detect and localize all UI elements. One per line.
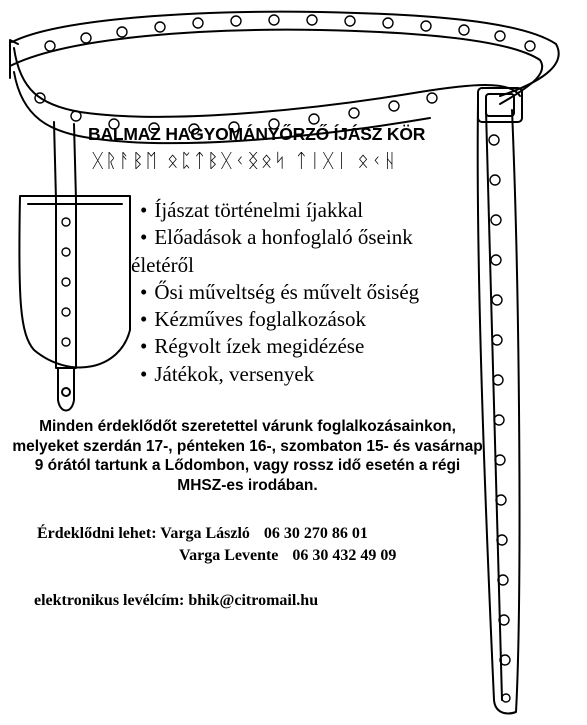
contact-phone: 06 30 432 49 09 [292,547,397,564]
activity-list [131,197,420,388]
email-label: elektronikus levélcím: [34,592,185,609]
activity-item: • Íjászat történelmi íjakkal [140,197,419,224]
contact-row [37,523,396,545]
email-address[interactable]: bhik@citromail.hu [188,592,319,609]
invitation-text: Minden érdeklődőt szeretettel várunk foglalkozásainkon, melyeket szerdán 17-, pénteken 16-, szombaton 15- és vasárnap 9 órától tartunk a Lődombon, vagy rossz idő esetén a régi MHSZ-es irodában. [12,418,483,494]
email-line [34,592,318,610]
club-title: BALMAZ HAGYOMÁNYŐRZŐ ÍJÁSZ KÖR [88,124,426,144]
contact-phone: 06 30 270 86 01 [263,525,368,542]
activity-item: • Előadások a honfoglaló őseink [140,224,419,251]
contact-block [37,523,396,567]
activity-item: • Régvolt ízek megidézése [140,333,419,360]
contact-row [37,545,396,567]
activity-item: • Játékok, versenyek [140,361,419,388]
runic-title: ᚷᚱᚨᛒᛖ ᛟᛈᛏᛒᚷᚲᛝᛟᛋ ᛏᛁᚷᛁ ᛟᚲᚺ [92,150,398,172]
contact-name: Varga László [160,525,250,542]
contact-name: Varga Levente [179,547,279,564]
contact-label: Érdeklődni lehet: [37,525,157,542]
activity-item: • Kézműves foglalkozások [140,306,419,333]
activity-item: • Ősi műveltség és művelt ősiség [140,279,419,306]
activity-item-continuation: életéről [131,252,194,277]
